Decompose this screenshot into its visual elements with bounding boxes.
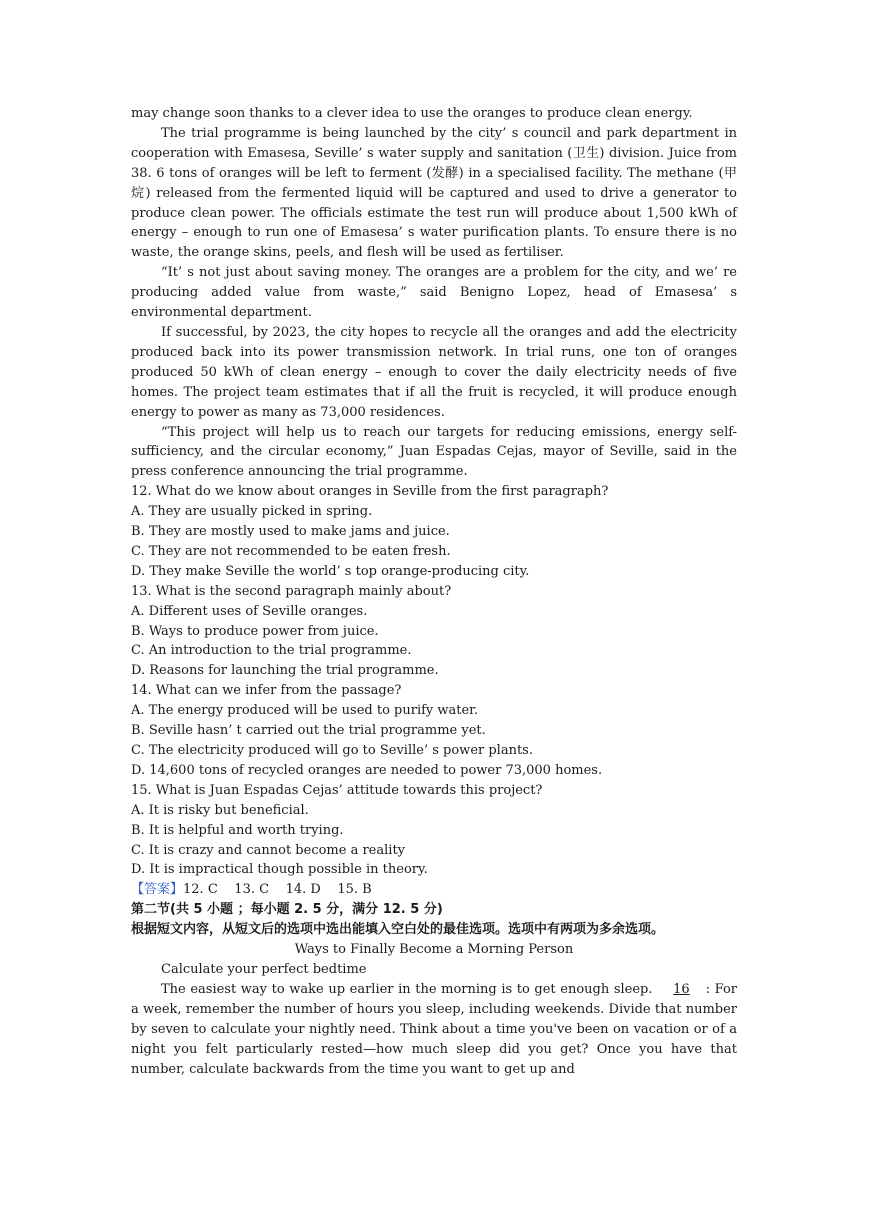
article-text: : For a week, remember the number of hours you sleep, including weekends. Divide that number by seven to calculate your nightly need. Think about a time you've been on vacation or of a night you felt particularly rested—how much sleep did you get? Once you have that number, calculate backwards from the time you want to get up and bbox=[131, 981, 737, 1077]
question-option: D. 14,600 tons of recycled oranges are needed to power 73,000 homes. bbox=[131, 762, 603, 778]
question-stem: 13. What is the second paragraph mainly about? bbox=[131, 583, 452, 599]
passage-paragraph: may change soon thanks to a clever idea to use the oranges to produce clean energy. bbox=[131, 106, 693, 121]
article-title: Ways to Finally Become a Morning Person bbox=[294, 942, 574, 958]
answer-text: 12. C 13. C 14. D 15. B bbox=[183, 882, 372, 898]
question-option: A. Different uses of Seville oranges. bbox=[131, 603, 368, 619]
question-option: A. They are usually picked in spring. bbox=[131, 504, 373, 520]
passage-paragraph: The trial programme is being launched by the city’ s council and park department in cooperation with Emasesa, Seville’ s water supply and sanitation (卫生) division. Juice from 38. 6 tons of oranges will be left to ferment (发酵) in a specialised facility. The methane (甲烷) released from the fermented liquid will be captured and used to drive a generator to produce clean power. The officials estimate the test run will produce about 1,500 kWh of energy – enough to run one of Emasesa’ s water purification plants. To ensure there is no waste, the orange skins, peels, and flesh will be used as fertiliser. bbox=[131, 125, 737, 261]
answer-label: 【答案】 bbox=[131, 882, 184, 898]
question-option: C. It is crazy and cannot become a reality bbox=[131, 842, 406, 858]
answer-line bbox=[131, 880, 737, 900]
article-subheading: Calculate your perfect bedtime bbox=[161, 961, 367, 977]
question-option: D. Reasons for launching the trial programme. bbox=[131, 663, 439, 679]
question-option: C. They are not recommended to be eaten fresh. bbox=[131, 543, 451, 559]
question-stem: 12. What do we know about oranges in Seville from the first paragraph? bbox=[131, 484, 609, 500]
passage-paragraph: If successful, by 2023, the city hopes to recycle all the oranges and add the electricity produced back into its power transmission network. In trial runs, one ton of oranges produced 50 kWh of clean energy – enough to cover the daily electricity needs of five homes. The project team estimates that if all the fruit is recycled, it will produce enough energy to power as many as 73,000 residences. bbox=[131, 324, 737, 420]
question-option: A. It is risky but beneficial. bbox=[131, 802, 309, 818]
article-text: The easiest way to wake up earlier in the morning is to get enough sleep. bbox=[161, 981, 653, 997]
question-option: B. It is helpful and worth trying. bbox=[131, 822, 344, 838]
question-option: C. An introduction to the trial programme. bbox=[131, 643, 412, 659]
passage-paragraph: “This project will help us to reach our targets for reducing emissions, energy self-sufficiency, and the circular economy,” Juan Espadas Cejas, mayor of Seville, said in the press conference announcing the trial programme. bbox=[131, 424, 737, 480]
question-option: B. Seville hasn’ t carried out the trial programme yet. bbox=[131, 723, 486, 739]
question-stem: 15. What is Juan Espadas Cejas’ attitude towards this project? bbox=[131, 782, 543, 798]
document-page bbox=[131, 104, 737, 1079]
question-option: C. The electricity produced will go to Seville’ s power plants. bbox=[131, 743, 533, 758]
blank-number: 16 bbox=[673, 981, 690, 997]
question-option: B. Ways to produce power from juice. bbox=[131, 623, 379, 639]
section-instruction: 根据短文内容，从短文后的选项中选出能填入空白处的最佳选项。选项中有两项为多余选项。 bbox=[131, 922, 665, 938]
question-15 bbox=[131, 781, 737, 881]
question-option: A. The energy produced will be used to purify water. bbox=[131, 703, 479, 719]
section-heading: 第二节(共 5 小题 ；每小题 2. 5 分，满分 12. 5 分) bbox=[131, 902, 443, 918]
question-stem: 14. What can we infer from the passage? bbox=[131, 683, 402, 699]
passage-paragraph: “It’ s not just about saving money. The oranges are a problem for the city, and we’ re producing added value from waste,” said Benigno Lopez, head of Emasesa’ s environmental department. bbox=[131, 265, 737, 321]
question-option: B. They are mostly used to make jams and juice. bbox=[131, 524, 450, 540]
question-option: D. It is impractical though possible in theory. bbox=[131, 862, 428, 878]
article-paragraph bbox=[131, 980, 737, 1080]
question-option: D. They make Seville the world’ s top orange-producing city. bbox=[131, 563, 530, 579]
blank-16[interactable] bbox=[657, 982, 706, 997]
question-12 bbox=[131, 482, 737, 582]
question-13 bbox=[131, 582, 737, 682]
question-14 bbox=[131, 681, 737, 781]
